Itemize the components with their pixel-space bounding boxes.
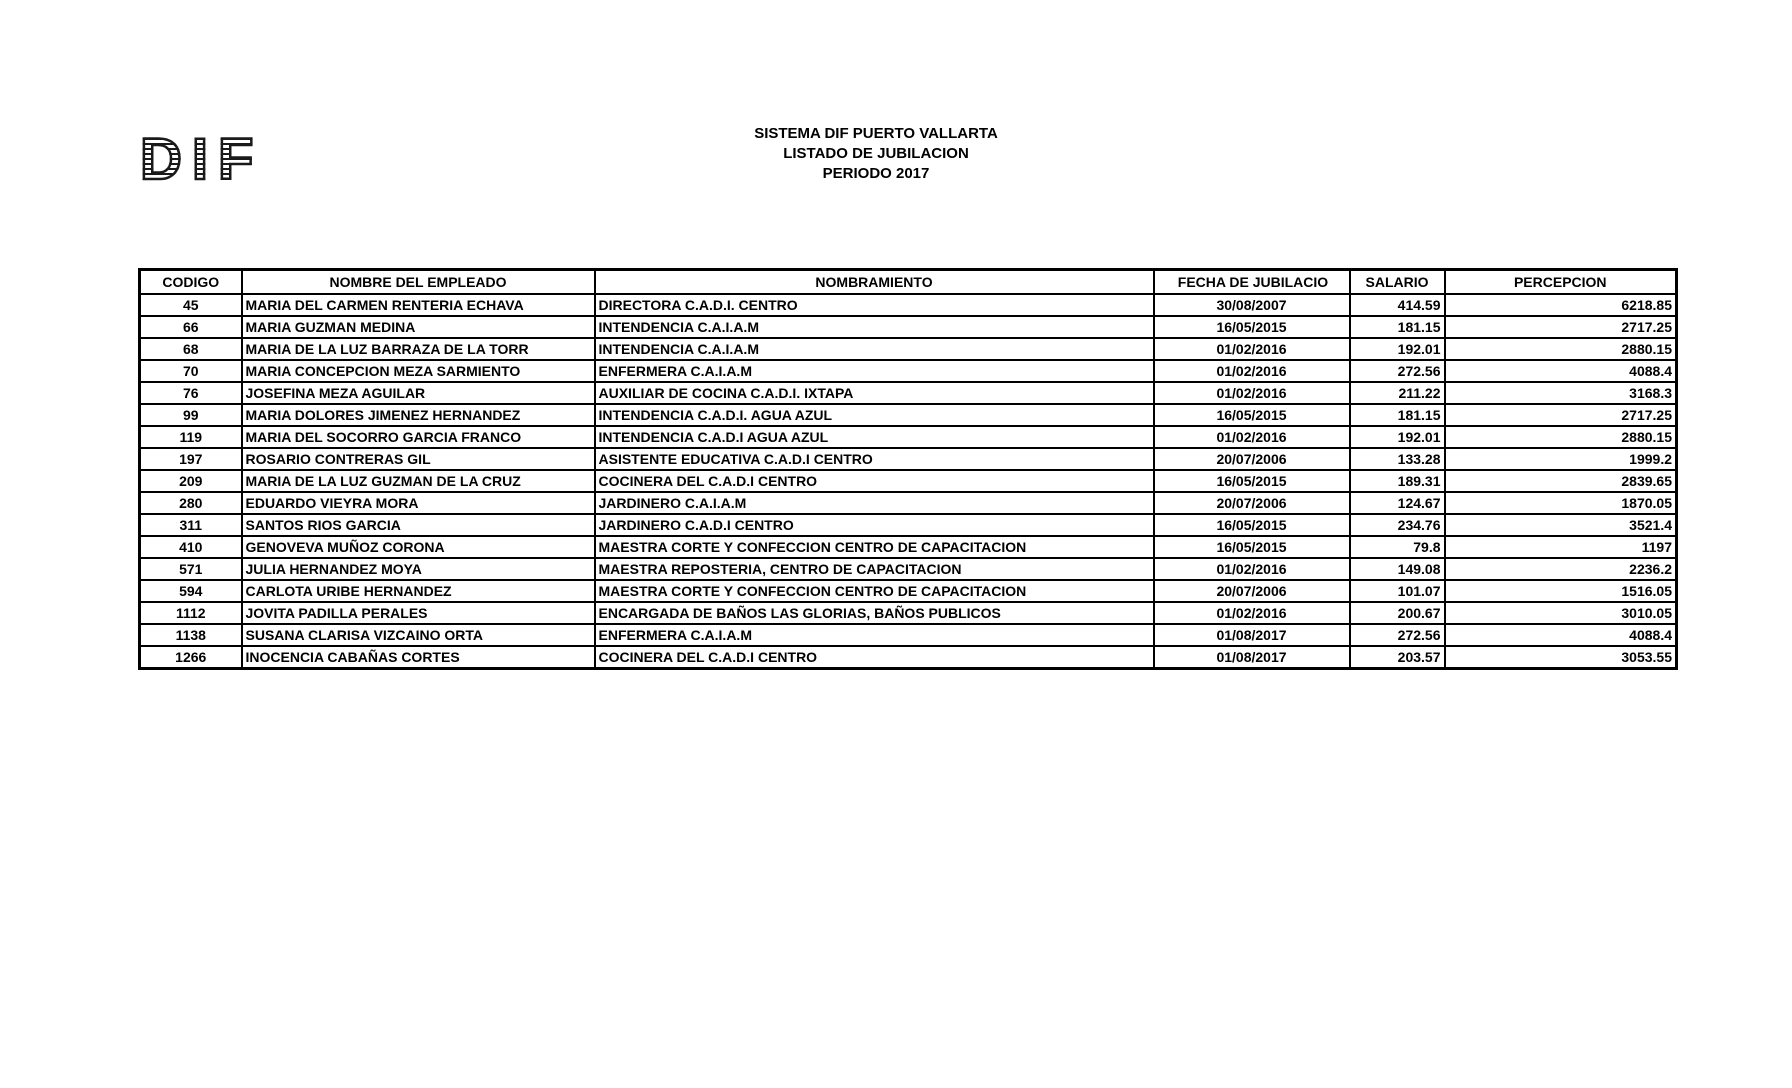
cell-nombre-del-empleado: MARIA GUZMAN MEDINA [242, 316, 595, 338]
cell-percepcion: 3010.05 [1445, 602, 1677, 624]
cell-codigo: 1112 [140, 602, 242, 624]
cell-percepcion: 4088.4 [1445, 360, 1677, 382]
cell-nombre-del-empleado: MARIA DEL SOCORRO GARCIA FRANCO [242, 426, 595, 448]
cell-percepcion: 3053.55 [1445, 646, 1677, 669]
cell-salario: 272.56 [1350, 360, 1445, 382]
cell-codigo: 76 [140, 382, 242, 404]
table-header-row [140, 270, 1677, 294]
cell-fecha-de-jubilacion: 01/02/2016 [1154, 558, 1350, 580]
cell-salario: 149.08 [1350, 558, 1445, 580]
cell-percepcion: 2717.25 [1445, 404, 1677, 426]
cell-nombramiento: JARDINERO C.A.D.I CENTRO [595, 514, 1154, 536]
cell-percepcion: 2717.25 [1445, 316, 1677, 338]
cell-codigo: 594 [140, 580, 242, 602]
cell-nombre-del-empleado: MARIA DE LA LUZ GUZMAN DE LA CRUZ [242, 470, 595, 492]
cell-salario: 124.67 [1350, 492, 1445, 514]
table-body [140, 294, 1677, 669]
cell-fecha-de-jubilacion: 01/08/2017 [1154, 624, 1350, 646]
cell-salario: 101.07 [1350, 580, 1445, 602]
cell-salario: 234.76 [1350, 514, 1445, 536]
cell-nombre-del-empleado: SUSANA CLARISA VIZCAINO ORTA [242, 624, 595, 646]
cell-nombramiento: INTENDENCIA C.A.I.A.M [595, 316, 1154, 338]
cell-nombramiento: INTENDENCIA C.A.I.A.M [595, 338, 1154, 360]
cell-fecha-de-jubilacion: 01/08/2017 [1154, 646, 1350, 669]
table-row [140, 646, 1677, 669]
cell-nombramiento: MAESTRA CORTE Y CONFECCION CENTRO DE CAPACITACION [595, 536, 1154, 558]
dif-logo: DIF [140, 127, 264, 192]
cell-nombramiento: INTENDENCIA C.A.D.I AGUA AZUL [595, 426, 1154, 448]
table-row [140, 580, 1677, 602]
cell-nombre-del-empleado: CARLOTA URIBE HERNANDEZ [242, 580, 595, 602]
table-row [140, 316, 1677, 338]
cell-percepcion: 1197 [1445, 536, 1677, 558]
cell-nombre-del-empleado: JOSEFINA MEZA AGUILAR [242, 382, 595, 404]
table-row [140, 602, 1677, 624]
title-block [576, 124, 1176, 184]
cell-salario: 200.67 [1350, 602, 1445, 624]
table-row [140, 404, 1677, 426]
table-row [140, 360, 1677, 382]
cell-codigo: 280 [140, 492, 242, 514]
cell-nombramiento: ENFERMERA C.A.I.A.M [595, 624, 1154, 646]
table-row [140, 514, 1677, 536]
cell-fecha-de-jubilacion: 20/07/2006 [1154, 492, 1350, 514]
table-row [140, 536, 1677, 558]
cell-salario: 181.15 [1350, 404, 1445, 426]
cell-codigo: 66 [140, 316, 242, 338]
cell-fecha-de-jubilacion: 20/07/2006 [1154, 580, 1350, 602]
cell-salario: 189.31 [1350, 470, 1445, 492]
cell-percepcion: 2880.15 [1445, 338, 1677, 360]
document-title: SISTEMA DIF PUERTO VALLARTA [754, 125, 998, 142]
column-header-codigo: CODIGO [140, 270, 242, 294]
cell-nombramiento: DIRECTORA C.A.D.I. CENTRO [595, 294, 1154, 316]
cell-nombre-del-empleado: JOVITA PADILLA PERALES [242, 602, 595, 624]
cell-codigo: 45 [140, 294, 242, 316]
cell-nombramiento: JARDINERO C.A.I.A.M [595, 492, 1154, 514]
cell-salario: 181.15 [1350, 316, 1445, 338]
jubilacion-table [138, 268, 1678, 670]
cell-percepcion: 6218.85 [1445, 294, 1677, 316]
cell-percepcion: 3168.3 [1445, 382, 1677, 404]
cell-codigo: 410 [140, 536, 242, 558]
cell-percepcion: 2236.2 [1445, 558, 1677, 580]
cell-codigo: 68 [140, 338, 242, 360]
cell-salario: 79.8 [1350, 536, 1445, 558]
column-header-percepcion: PERCEPCION [1445, 270, 1677, 294]
cell-salario: 192.01 [1350, 338, 1445, 360]
cell-percepcion: 4088.4 [1445, 624, 1677, 646]
table-head [140, 270, 1677, 294]
cell-percepcion: 1870.05 [1445, 492, 1677, 514]
cell-codigo: 99 [140, 404, 242, 426]
document-subtitle: LISTADO DE JUBILACION [783, 145, 969, 162]
cell-codigo: 571 [140, 558, 242, 580]
cell-fecha-de-jubilacion: 30/08/2007 [1154, 294, 1350, 316]
cell-percepcion: 2880.15 [1445, 426, 1677, 448]
cell-nombramiento: ENFERMERA C.A.I.A.M [595, 360, 1154, 382]
table-row [140, 492, 1677, 514]
column-header-salario: SALARIO [1350, 270, 1445, 294]
cell-fecha-de-jubilacion: 16/05/2015 [1154, 404, 1350, 426]
table-row [140, 382, 1677, 404]
cell-codigo: 1138 [140, 624, 242, 646]
cell-nombramiento: INTENDENCIA C.A.D.I. AGUA AZUL [595, 404, 1154, 426]
cell-nombramiento: ENCARGADA DE BAÑOS LAS GLORIAS, BAÑOS PUBLICOS [595, 602, 1154, 624]
cell-nombre-del-empleado: MARIA DEL CARMEN RENTERIA ECHAVA [242, 294, 595, 316]
cell-percepcion: 1999.2 [1445, 448, 1677, 470]
cell-salario: 272.56 [1350, 624, 1445, 646]
table-row [140, 558, 1677, 580]
cell-fecha-de-jubilacion: 16/05/2015 [1154, 316, 1350, 338]
cell-salario: 133.28 [1350, 448, 1445, 470]
table-row [140, 624, 1677, 646]
cell-salario: 211.22 [1350, 382, 1445, 404]
cell-fecha-de-jubilacion: 16/05/2015 [1154, 536, 1350, 558]
cell-codigo: 119 [140, 426, 242, 448]
column-header-nombre-del-empleado: NOMBRE DEL EMPLEADO [242, 270, 595, 294]
cell-fecha-de-jubilacion: 01/02/2016 [1154, 338, 1350, 360]
cell-salario: 192.01 [1350, 426, 1445, 448]
cell-percepcion: 1516.05 [1445, 580, 1677, 602]
cell-nombre-del-empleado: EDUARDO VIEYRA MORA [242, 492, 595, 514]
cell-codigo: 209 [140, 470, 242, 492]
column-header-nombramiento: NOMBRAMIENTO [595, 270, 1154, 294]
cell-nombre-del-empleado: MARIA DOLORES JIMENEZ HERNANDEZ [242, 404, 595, 426]
table-row [140, 448, 1677, 470]
cell-fecha-de-jubilacion: 01/02/2016 [1154, 426, 1350, 448]
cell-codigo: 311 [140, 514, 242, 536]
cell-fecha-de-jubilacion: 16/05/2015 [1154, 514, 1350, 536]
cell-nombre-del-empleado: GENOVEVA MUÑOZ CORONA [242, 536, 595, 558]
cell-codigo: 70 [140, 360, 242, 382]
table-row [140, 338, 1677, 360]
cell-percepcion: 2839.65 [1445, 470, 1677, 492]
cell-nombramiento: AUXILIAR DE COCINA C.A.D.I. IXTAPA [595, 382, 1154, 404]
cell-nombre-del-empleado: INOCENCIA CABAÑAS CORTES [242, 646, 595, 669]
document-period: PERIODO 2017 [822, 165, 930, 182]
table-row [140, 470, 1677, 492]
table-row [140, 294, 1677, 316]
column-header-fecha-de-jubilacion: FECHA DE JUBILACIO [1154, 270, 1350, 294]
cell-percepcion: 3521.4 [1445, 514, 1677, 536]
cell-nombre-del-empleado: ROSARIO CONTRERAS GIL [242, 448, 595, 470]
cell-fecha-de-jubilacion: 01/02/2016 [1154, 602, 1350, 624]
cell-nombramiento: COCINERA DEL C.A.D.I CENTRO [595, 470, 1154, 492]
cell-nombramiento: COCINERA DEL C.A.D.I CENTRO [595, 646, 1154, 669]
cell-fecha-de-jubilacion: 01/02/2016 [1154, 382, 1350, 404]
cell-nombre-del-empleado: MARIA CONCEPCION MEZA SARMIENTO [242, 360, 595, 382]
cell-fecha-de-jubilacion: 01/02/2016 [1154, 360, 1350, 382]
cell-salario: 414.59 [1350, 294, 1445, 316]
cell-nombramiento: MAESTRA CORTE Y CONFECCION CENTRO DE CAPACITACION [595, 580, 1154, 602]
cell-fecha-de-jubilacion: 20/07/2006 [1154, 448, 1350, 470]
cell-nombre-del-empleado: JULIA HERNANDEZ MOYA [242, 558, 595, 580]
cell-codigo: 1266 [140, 646, 242, 669]
cell-codigo: 197 [140, 448, 242, 470]
cell-nombre-del-empleado: SANTOS RIOS GARCIA [242, 514, 595, 536]
cell-fecha-de-jubilacion: 16/05/2015 [1154, 470, 1350, 492]
cell-nombramiento: MAESTRA REPOSTERIA, CENTRO DE CAPACITACION [595, 558, 1154, 580]
cell-nombramiento: ASISTENTE EDUCATIVA C.A.D.I CENTRO [595, 448, 1154, 470]
cell-salario: 203.57 [1350, 646, 1445, 669]
cell-nombre-del-empleado: MARIA DE LA LUZ BARRAZA DE LA TORR [242, 338, 595, 360]
table-row [140, 426, 1677, 448]
